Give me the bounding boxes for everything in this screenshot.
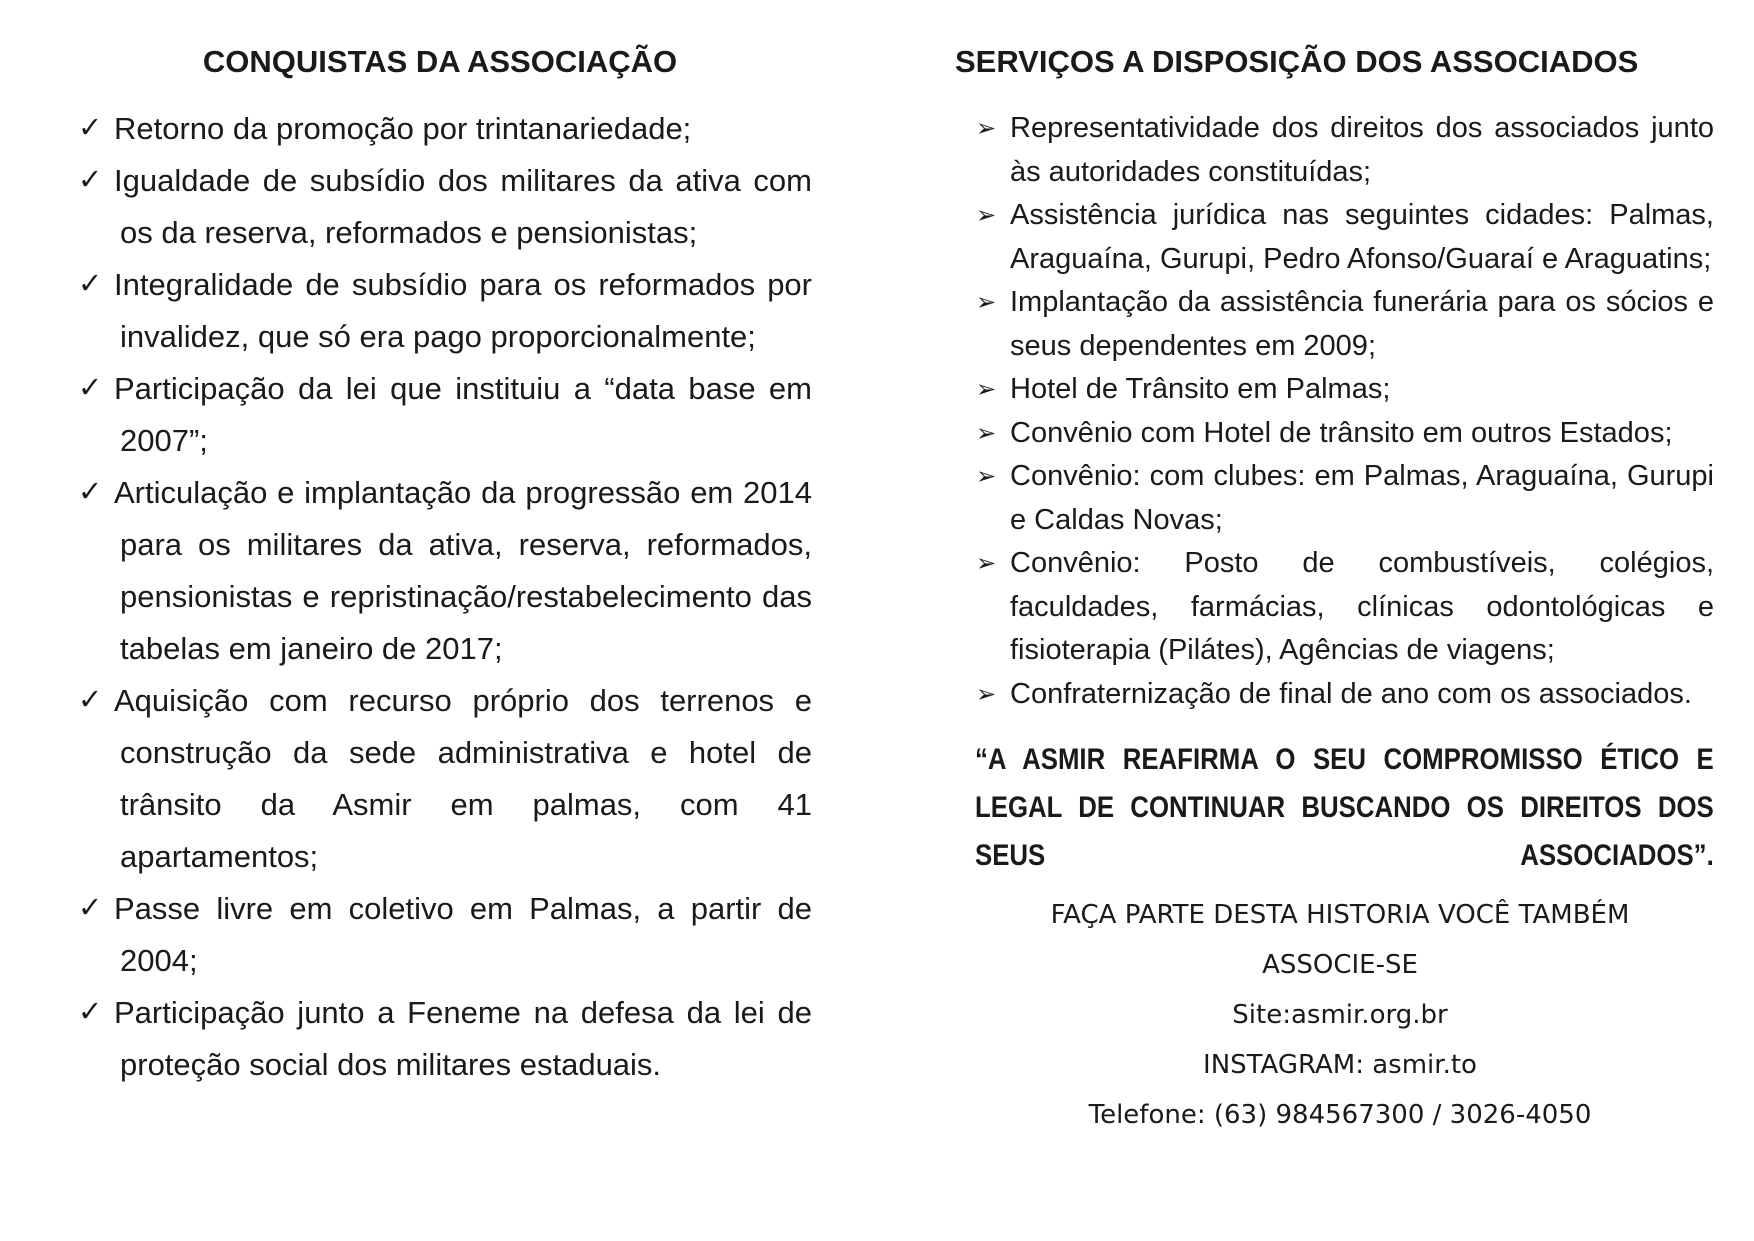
check-icon: ✓	[78, 474, 103, 508]
check-icon: ✓	[78, 994, 103, 1028]
achievement-text: Retorno da promoção por trintanariedade;	[114, 111, 692, 146]
service-item	[955, 107, 1714, 194]
service-text: Assistência jurídica nas seguintes cidades: Palmas, Araguaína, Gurupi, Pedro Afonso/Guaraí e Araguatins;	[1010, 199, 1714, 275]
achievement-text: Aquisição com recurso próprio dos terrenos e construção da sede administrativa e hotel de trânsito da Asmir em palmas, com 41 apartamentos;	[114, 683, 812, 874]
achievements-list	[78, 103, 848, 1091]
achievement-text: Igualdade de subsídio dos militares da ativa com os da reserva, reformados e pensionistas;	[114, 163, 812, 250]
service-text: Convênio: com clubes: em Palmas, Araguaína, Gurupi e Caldas Novas;	[1010, 460, 1714, 536]
arrow-bullet-icon: ➢	[976, 114, 997, 142]
arrow-bullet-icon: ➢	[976, 288, 997, 316]
achievement-item	[78, 103, 812, 155]
service-text: Hotel de Trânsito em Palmas;	[1010, 373, 1391, 405]
service-text: Representatividade dos direitos dos associados junto às autoridades constituídas;	[1010, 112, 1714, 188]
service-item	[955, 542, 1714, 673]
achievement-item	[78, 155, 812, 259]
achievement-item	[78, 259, 812, 363]
website: Site:asmir.org.br	[1232, 1000, 1448, 1030]
arrow-bullet-icon: ➢	[976, 201, 997, 229]
contact-block	[940, 890, 1740, 1140]
service-text: Implantação da assistência funerária para os sócios e seus dependentes em 2009;	[1010, 286, 1714, 362]
service-text: Confraternização de final de ano com os associados.	[1010, 677, 1692, 710]
achievement-text: Participação junto a Feneme na defesa da lei de proteção social dos militares estaduais.	[114, 995, 812, 1082]
phone: Telefone: (63) 984567300 / 3026-4050	[1088, 1100, 1592, 1130]
check-icon: ✓	[78, 370, 103, 404]
achievement-text: Integralidade de subsídio para os reformados por invalidez, que só era pago proporcionalmente;	[114, 267, 812, 354]
achievement-item	[78, 467, 812, 675]
achievement-text: Participação da lei que instituiu a “data base em 2007”;	[114, 371, 812, 458]
achievement-item	[78, 363, 812, 467]
slogan: “A ASMIR REAFIRMA O SEU COMPROMISSO ÉTICO E LEGAL DE CONTINUAR BUSCANDO OS DIREITOS DOS SEUS ASSOCIADOS”.	[975, 743, 1714, 872]
service-item	[955, 673, 1714, 717]
achievement-item	[78, 987, 812, 1091]
arrow-bullet-icon: ➢	[976, 462, 997, 490]
service-item	[955, 194, 1714, 281]
check-icon: ✓	[78, 162, 103, 196]
achievements-column	[78, 0, 848, 1091]
arrow-bullet-icon: ➢	[976, 549, 997, 577]
instagram: INSTAGRAM: asmir.to	[1203, 1050, 1477, 1080]
achievement-text: Passe livre em coletivo em Palmas, a partir de 2004;	[114, 891, 812, 978]
service-item	[955, 412, 1714, 456]
achievement-text: Articulação e implantação da progressão em 2014 para os militares da ativa, reserva, reformados, pensionistas e repristinação/restabelecimento das tabelas em janeiro de 2017;	[114, 475, 812, 666]
join-invitation: FAÇA PARTE DESTA HISTORIA VOCÊ TAMBÉM	[1050, 900, 1630, 930]
services-list	[955, 107, 1715, 716]
service-text: Convênio com Hotel de trânsito em outros Estados;	[1010, 416, 1673, 449]
service-text: Convênio: Posto de combustíveis, colégios, faculdades, farmácias, clínicas odontológicas e fisioterapia (Pilátes), Agências de viagens;	[1010, 547, 1714, 666]
arrow-bullet-icon: ➢	[976, 418, 997, 447]
check-icon: ✓	[78, 266, 103, 300]
arrow-bullet-icon: ➢	[976, 375, 997, 403]
associate-call: ASSOCIE-SE	[1262, 950, 1418, 980]
service-item	[955, 368, 1714, 412]
services-heading: SERVIÇOS A DISPOSIÇÃO DOS ASSOCIADOS	[955, 44, 1639, 79]
achievement-item	[78, 675, 812, 883]
check-icon: ✓	[78, 110, 103, 144]
services-column	[955, 0, 1715, 1140]
achievement-item	[78, 883, 812, 987]
achievements-heading: CONQUISTAS DA ASSOCIAÇÃO	[202, 44, 678, 79]
service-item	[955, 281, 1714, 368]
arrow-bullet-icon: ➢	[976, 679, 997, 708]
check-icon: ✓	[78, 890, 103, 924]
check-icon: ✓	[78, 682, 103, 716]
service-item	[955, 455, 1714, 542]
